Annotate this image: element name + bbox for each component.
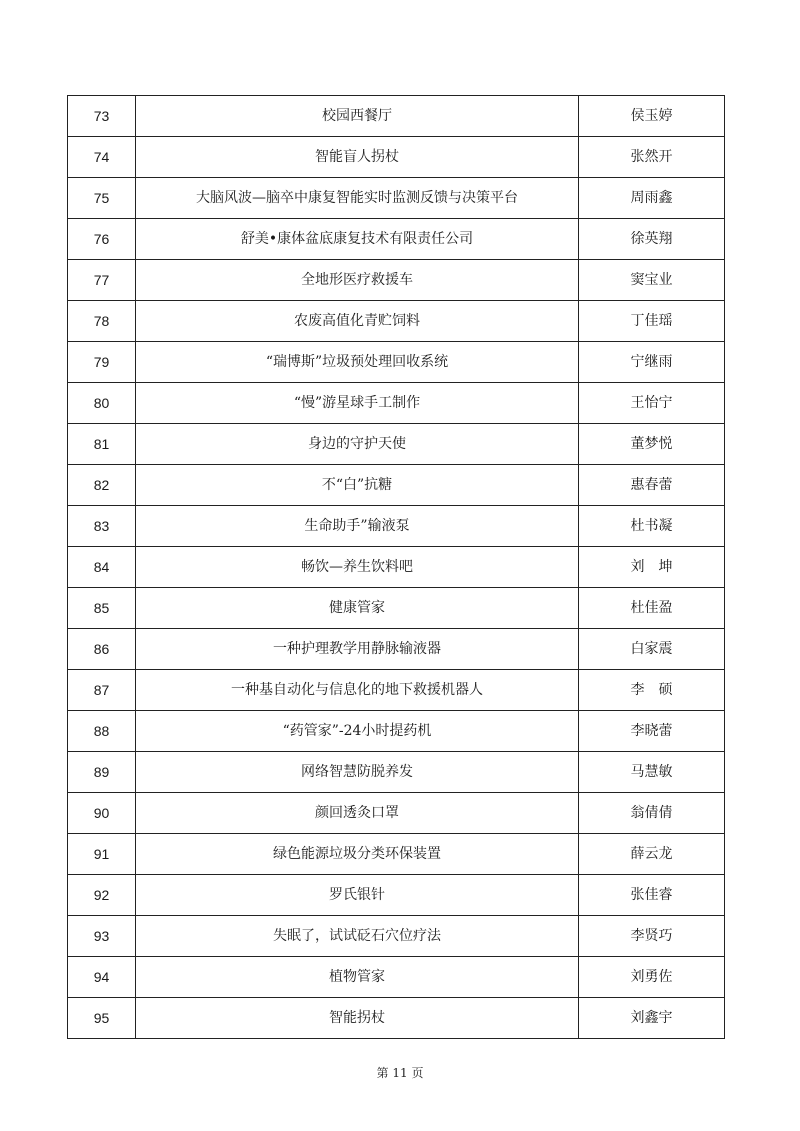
leader-name-cell: 李贤巧 [579, 916, 725, 957]
project-table-container [67, 95, 721, 1039]
project-name-cell: “药管家”-24小时提药机 [136, 711, 579, 752]
project-name-cell: 颜回透灸口罩 [136, 793, 579, 834]
table-row [68, 875, 725, 916]
table-row [68, 506, 725, 547]
project-name-cell: 健康管家 [136, 588, 579, 629]
table-row [68, 137, 725, 178]
leader-name-cell: 张然开 [579, 137, 725, 178]
row-number-cell: 87 [68, 670, 136, 711]
leader-name-cell: 惠春蕾 [579, 465, 725, 506]
project-name-cell: 一种基自动化与信息化的地下救援机器人 [136, 670, 579, 711]
row-number-cell: 94 [68, 957, 136, 998]
leader-name-cell: 刘鑫宇 [579, 998, 725, 1039]
leader-name-cell: 马慧敏 [579, 752, 725, 793]
page-number: 第 11 页 [376, 1066, 424, 1080]
leader-name-cell: 窦宝业 [579, 260, 725, 301]
table-row [68, 301, 725, 342]
row-number-cell: 84 [68, 547, 136, 588]
table-row [68, 998, 725, 1039]
row-number-cell: 81 [68, 424, 136, 465]
project-name-cell: 罗氏银针 [136, 875, 579, 916]
leader-name-cell: 李晓蕾 [579, 711, 725, 752]
row-number-cell: 92 [68, 875, 136, 916]
project-name-cell: 舒美•康体盆底康复技术有限责任公司 [136, 219, 579, 260]
leader-name-cell: 刘勇佐 [579, 957, 725, 998]
row-number-cell: 74 [68, 137, 136, 178]
leader-name-cell: 徐英翔 [579, 219, 725, 260]
row-number-cell: 73 [68, 96, 136, 137]
leader-name-cell: 董梦悦 [579, 424, 725, 465]
row-number-cell: 78 [68, 301, 136, 342]
project-name-cell: 智能拐杖 [136, 998, 579, 1039]
project-name-cell: 失眠了，试试砭石穴位疗法 [136, 916, 579, 957]
leader-name-cell: 宁继雨 [579, 342, 725, 383]
leader-name-cell: 杜书凝 [579, 506, 725, 547]
row-number-cell: 85 [68, 588, 136, 629]
project-name-cell: 校园西餐厅 [136, 96, 579, 137]
table-row [68, 957, 725, 998]
table-row [68, 793, 725, 834]
table-row [68, 383, 725, 424]
project-name-cell: 智能盲人拐杖 [136, 137, 579, 178]
project-name-cell: 不“白”抗糖 [136, 465, 579, 506]
project-name-cell: 农废高值化青贮饲料 [136, 301, 579, 342]
leader-name-cell: 王怡宁 [579, 383, 725, 424]
project-name-cell: 一种护理教学用静脉输液器 [136, 629, 579, 670]
table-row [68, 178, 725, 219]
row-number-cell: 89 [68, 752, 136, 793]
leader-name-cell: 丁佳瑶 [579, 301, 725, 342]
project-name-cell: 绿色能源垃圾分类环保装置 [136, 834, 579, 875]
row-number-cell: 91 [68, 834, 136, 875]
project-table [67, 95, 725, 1039]
row-number-cell: 82 [68, 465, 136, 506]
leader-name-cell: 杜佳盈 [579, 588, 725, 629]
table-row [68, 629, 725, 670]
leader-name-cell: 侯玉婷 [579, 96, 725, 137]
table-row [68, 711, 725, 752]
row-number-cell: 80 [68, 383, 136, 424]
project-name-cell: 生命助手”输液泵 [136, 506, 579, 547]
project-name-cell: 植物管家 [136, 957, 579, 998]
table-row [68, 916, 725, 957]
leader-name-cell: 李 硕 [579, 670, 725, 711]
project-name-cell: “瑞博斯”垃圾预处理回收系统 [136, 342, 579, 383]
table-row [68, 588, 725, 629]
leader-name-cell: 白家震 [579, 629, 725, 670]
table-row [68, 96, 725, 137]
row-number-cell: 83 [68, 506, 136, 547]
project-name-cell: 大脑风波—脑卒中康复智能实时监测反馈与决策平台 [136, 178, 579, 219]
row-number-cell: 75 [68, 178, 136, 219]
row-number-cell: 88 [68, 711, 136, 752]
project-name-cell: 网络智慧防脱养发 [136, 752, 579, 793]
leader-name-cell: 薛云龙 [579, 834, 725, 875]
row-number-cell: 93 [68, 916, 136, 957]
project-name-cell: 畅饮—养生饮料吧 [136, 547, 579, 588]
project-name-cell: “慢”游星球手工制作 [136, 383, 579, 424]
table-row [68, 547, 725, 588]
row-number-cell: 86 [68, 629, 136, 670]
row-number-cell: 95 [68, 998, 136, 1039]
leader-name-cell: 刘 坤 [579, 547, 725, 588]
row-number-cell: 90 [68, 793, 136, 834]
table-row [68, 342, 725, 383]
table-row [68, 260, 725, 301]
row-number-cell: 77 [68, 260, 136, 301]
row-number-cell: 79 [68, 342, 136, 383]
table-row [68, 670, 725, 711]
leader-name-cell: 周雨鑫 [579, 178, 725, 219]
table-row [68, 834, 725, 875]
row-number-cell: 76 [68, 219, 136, 260]
project-name-cell: 身边的守护天使 [136, 424, 579, 465]
table-row [68, 219, 725, 260]
table-row [68, 465, 725, 506]
leader-name-cell: 翁倩倩 [579, 793, 725, 834]
leader-name-cell: 张佳睿 [579, 875, 725, 916]
table-row [68, 424, 725, 465]
project-name-cell: 全地形医疗救援车 [136, 260, 579, 301]
table-row [68, 752, 725, 793]
project-table-body [68, 96, 725, 1039]
